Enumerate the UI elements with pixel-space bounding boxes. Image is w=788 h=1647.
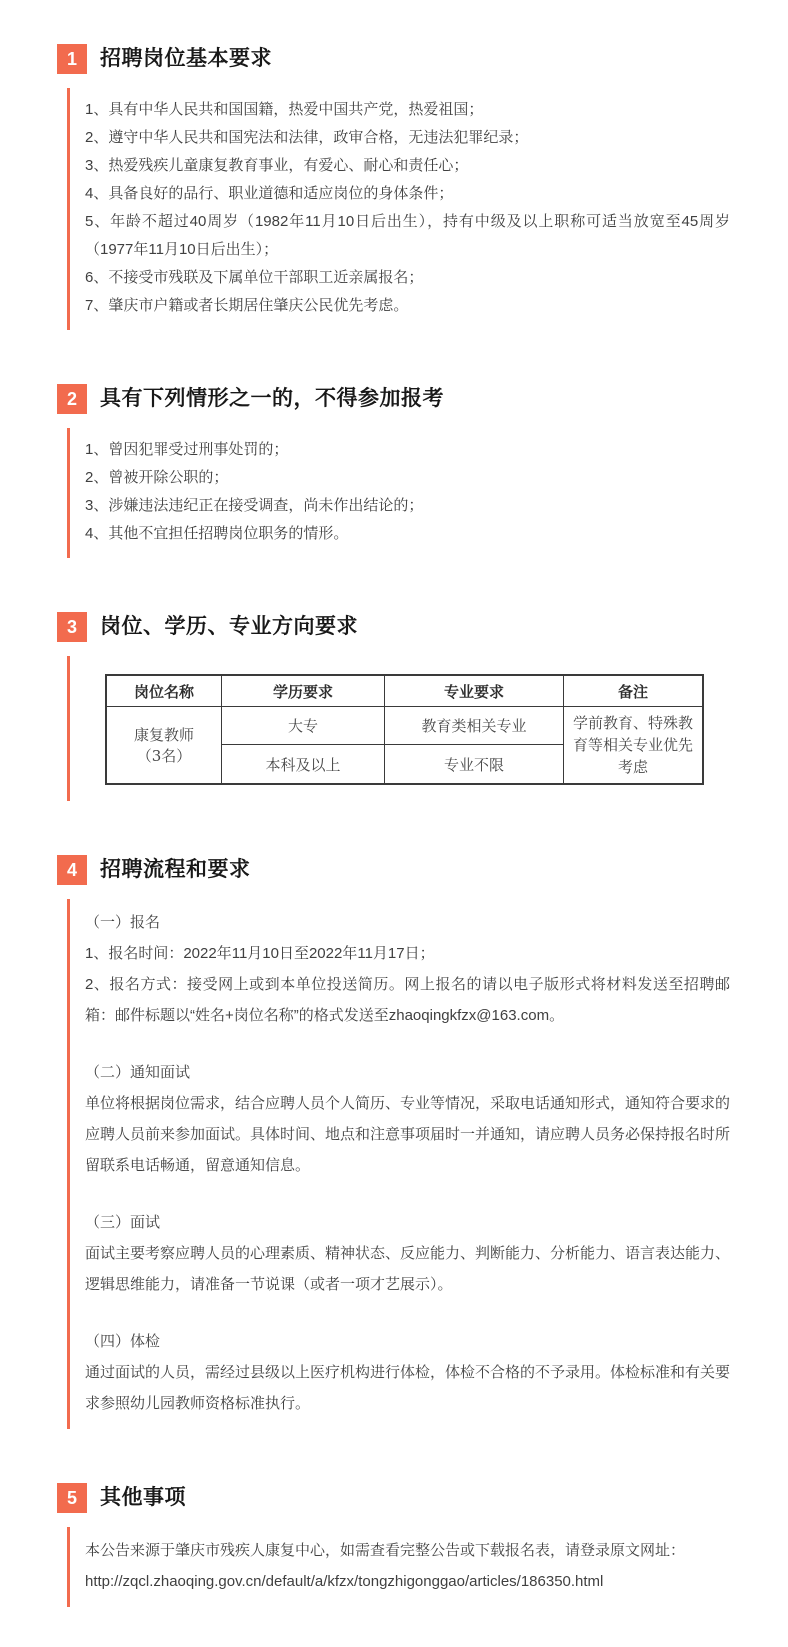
table-cell-major: 专业不限	[385, 745, 564, 784]
section-position-requirements	[57, 612, 730, 801]
section-number-badge: 1	[57, 44, 87, 74]
table-header-note: 备注	[564, 675, 704, 707]
requirement-item: 6、不接受市残联及下属单位干部职工近亲属报名；	[85, 269, 424, 286]
step-paragraph: 面试主要考察应聘人员的心理素质、精神状态、反应能力、判断能力、分析能力、语言表达能力、逻辑思维能力，请准备一节说课（或者一项才艺展示）。	[85, 1245, 731, 1293]
section-title: 招聘岗位基本要求	[100, 47, 272, 70]
section-disqualifications	[57, 384, 730, 558]
step-paragraph: 2、报名方式：接受网上或到本单位投送简历。网上报名的请以电子版形式将材料发送至招聘邮箱：邮件标题以“姓名+岗位名称”的格式发送至zhaoqingkfzx@163.com。	[85, 976, 730, 1024]
section-recruitment-process	[57, 855, 730, 1429]
section-1-header	[57, 44, 730, 74]
requirement-item: 3、热爱残疾儿童康复教育事业，有爱心、耐心和责任心；	[85, 157, 469, 174]
section-title: 岗位、学历、专业方向要求	[100, 615, 358, 638]
requirement-item: 1、具有中华人民共和国国籍，热爱中国共产党，热爱祖国；	[85, 101, 484, 118]
section-number-badge: 4	[57, 855, 87, 885]
section-3-content	[67, 656, 730, 801]
requirement-item: 4、具备良好的品行、职业道德和适应岗位的身体条件；	[85, 185, 454, 202]
step-paragraph: 单位将根据岗位需求，结合应聘人员个人简历、专业等情况，采取电话通知形式，通知符合要求的应聘人员前来参加面试。具体时间、地点和注意事项届时一并通知，请应聘人员务必保持报名时所留联系电话畅通，留意通知信息。	[85, 1095, 731, 1174]
step-paragraph: 通过面试的人员，需经过县级以上医疗机构进行体检，体检不合格的不予录用。体检标准和有关要求参照幼儿园教师资格标准执行。	[85, 1364, 731, 1412]
section-title: 具有下列情形之一的，不得参加报考	[100, 387, 444, 410]
section-3-header	[57, 612, 730, 642]
section-title: 其他事项	[100, 1486, 186, 1509]
table-header-post: 岗位名称	[106, 675, 222, 707]
requirement-item: 5、年龄不超过40周岁（1982年11月10日后出生），持有中级及以上职称可适当放宽至45周岁（1977年11月10日后出生）；	[85, 213, 730, 258]
process-step-physical-exam	[85, 1326, 730, 1419]
section-5-content	[67, 1527, 730, 1607]
section-number-badge: 5	[57, 1483, 87, 1513]
table-header-row	[106, 675, 703, 707]
section-2-content	[67, 428, 730, 558]
positions-table	[105, 674, 704, 785]
section-number-badge: 3	[57, 612, 87, 642]
step-paragraph: 1、报名时间：2022年11月10日至2022年11月17日；	[85, 945, 435, 962]
table-cell-note: 学前教育、特殊教育等相关专业优先考虑	[564, 707, 704, 785]
source-url: http://zqcl.zhaoqing.gov.cn/default/a/kfzx/tongzhigonggao/articles/186350.html	[85, 1573, 604, 1590]
post-count: （3名）	[136, 747, 192, 765]
process-step-interview-notice	[85, 1057, 730, 1181]
table-header-education: 学历要求	[222, 675, 385, 707]
step-heading: （三）面试	[85, 1214, 161, 1231]
process-step-interview	[85, 1207, 730, 1300]
disqualification-item: 4、其他不宜担任招聘岗位职务的情形。	[85, 525, 349, 542]
table-cell-education: 本科及以上	[222, 745, 385, 784]
step-heading: （二）通知面试	[85, 1064, 191, 1081]
section-4-content	[67, 899, 730, 1429]
post-name: 康复教师	[133, 726, 194, 744]
requirement-item: 2、遵守中华人民共和国宪法和法律，政审合格，无违法犯罪纪录；	[85, 129, 529, 146]
requirement-item: 7、肇庆市户籍或者长期居住肇庆公民优先考虑。	[85, 297, 409, 314]
section-5-header	[57, 1483, 730, 1513]
section-number-badge: 2	[57, 384, 87, 414]
disqualification-item: 2、曾被开除公职的；	[85, 469, 229, 486]
section-4-header	[57, 855, 730, 885]
section-title: 招聘流程和要求	[100, 858, 251, 881]
process-step-registration	[85, 907, 730, 1031]
step-heading: （一）报名	[85, 914, 161, 931]
section-basic-requirements	[57, 44, 730, 330]
table-row	[106, 707, 703, 745]
table-header-major: 专业要求	[385, 675, 564, 707]
section-other-matters	[57, 1483, 730, 1607]
disqualification-item: 3、涉嫌违法违纪正在接受调查，尚未作出结论的；	[85, 497, 424, 514]
step-heading: （四）体检	[85, 1333, 161, 1350]
table-cell-education: 大专	[222, 707, 385, 745]
table-cell-major: 教育类相关专业	[385, 707, 564, 745]
source-notice: 本公告来源于肇庆市残疾人康复中心，如需查看完整公告或下载报名表，请登录原文网址：	[85, 1542, 686, 1559]
section-1-content	[67, 88, 730, 330]
section-2-header	[57, 384, 730, 414]
table-cell-post	[106, 707, 222, 785]
disqualification-item: 1、曾因犯罪受过刑事处罚的；	[85, 441, 289, 458]
